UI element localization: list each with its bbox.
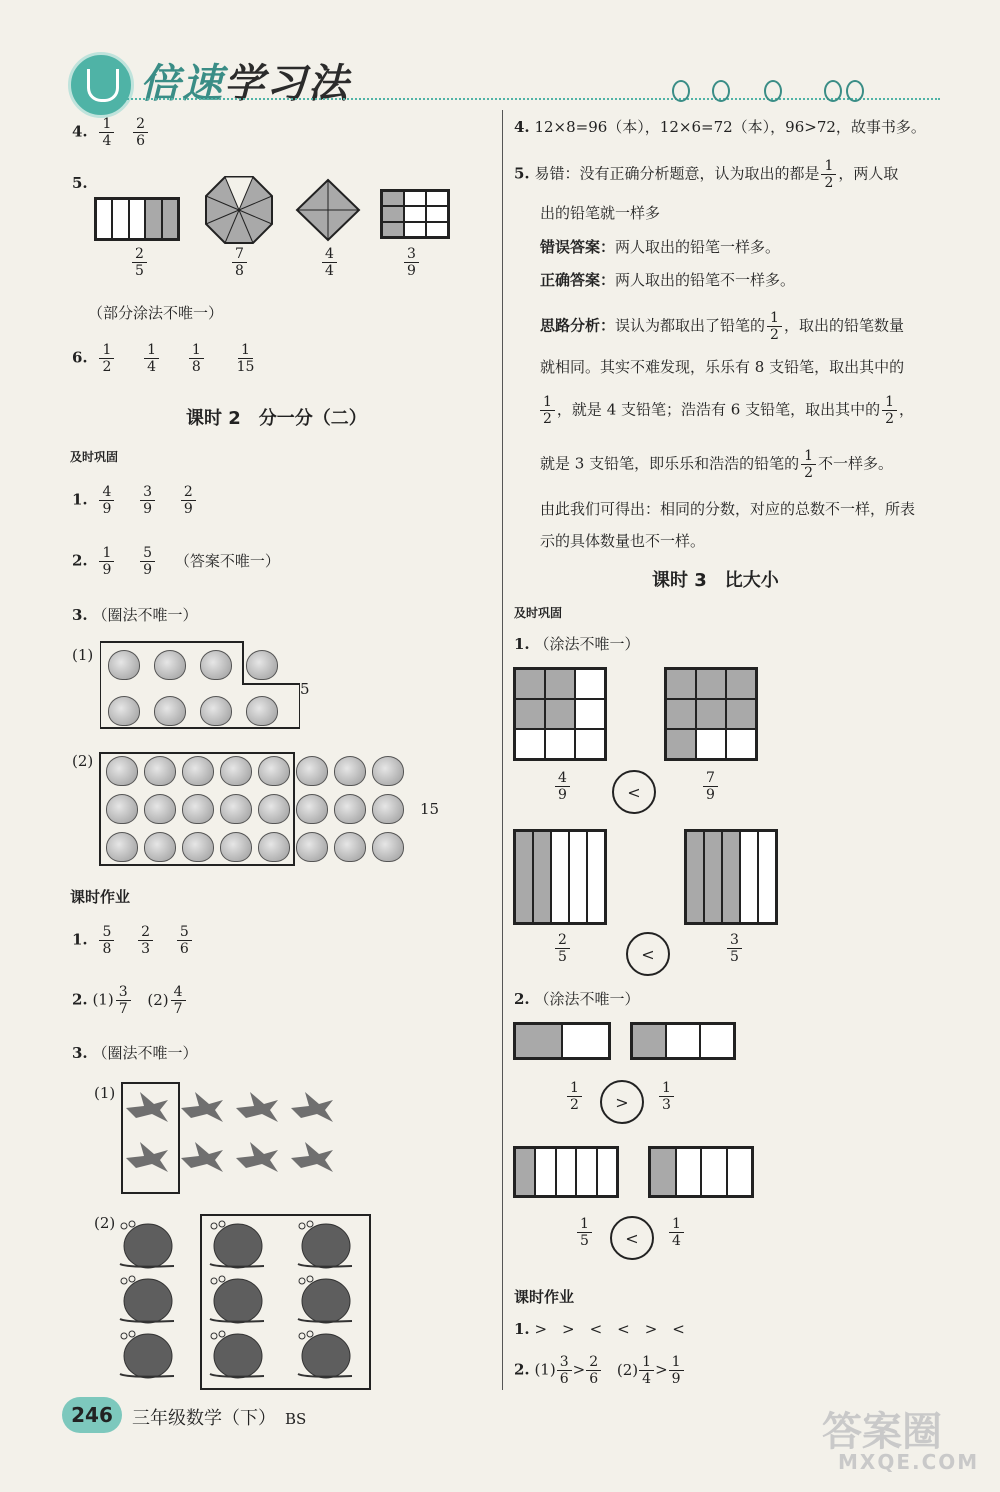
cmp1-left: $\frac{4}{9}$ <box>548 770 577 803</box>
cmp4-left: $\frac{1}{5}$ <box>570 1216 599 1249</box>
q4-right: 4. 12×8=96（本），12×6=72（本），96>72，故事书多。 <box>514 118 926 136</box>
h2-left: 2. (1) $\frac{3}{7}$ (2) $\frac{4}{7}$ <box>72 984 188 1017</box>
peach-icon <box>182 756 214 786</box>
compare-circle: < <box>626 932 670 976</box>
practice-label: 及时巩固 <box>70 450 119 464</box>
bar-1-5 <box>513 1146 619 1198</box>
h3-sub1-label: (1) <box>94 1084 116 1102</box>
q5-right-line1: 5. 易错：没有正确分析题意，认为取出的都是 $\frac{1}{2}$ ，两人取 <box>514 158 899 192</box>
analysis-line1: 思路分析：误认为都取出了铅笔的 $\frac{1}{2}$ ，取出的铅笔数量 <box>540 310 904 344</box>
peach-icon <box>372 832 404 862</box>
cmp2-right: $\frac{3}{5}$ <box>720 932 749 965</box>
q5-frac-d: $\frac{3}{9}$ <box>397 246 426 279</box>
peach-icon <box>182 794 214 824</box>
page-number-badge: 246 <box>62 1397 122 1433</box>
swirl-icon <box>824 80 842 102</box>
grid-4-9 <box>513 667 607 761</box>
swirl-icon <box>846 80 864 102</box>
peach-icon <box>246 650 278 680</box>
q5-frac-c: $\frac{4}{4}$ <box>315 246 344 279</box>
peach-icon <box>372 756 404 786</box>
swirl-icon <box>764 80 782 102</box>
peach-icon <box>200 650 232 680</box>
q5-note: （部分涂法不唯一） <box>88 304 224 322</box>
peach-icon <box>154 650 186 680</box>
grid-7-9 <box>664 667 758 761</box>
analysis-line3: $\frac{1}{2}$ ，就是 4 支铅笔；浩浩有 6 支铅笔，取出其中的 $\frac{1}{2}$ ， <box>538 394 914 427</box>
homework-label: 课时作业 <box>70 888 131 906</box>
practice-label-right: 及时巩固 <box>514 606 563 620</box>
peach-icon <box>108 696 140 726</box>
watermark-url: MXQE.COM <box>838 1450 980 1474</box>
analysis-line2: 就相同。其实不难发现，乐乐有 8 支铅笔，取出其中的 <box>540 358 905 376</box>
cmp3-left: $\frac{1}{2}$ <box>560 1080 589 1113</box>
p3-sub2-label: (2) <box>72 752 94 770</box>
peach-icon <box>296 832 328 862</box>
rh1: 1. > > < < > < <box>514 1320 685 1338</box>
peach-icon <box>106 794 138 824</box>
peach-icon <box>334 794 366 824</box>
compare-circle: > <box>600 1080 644 1124</box>
q5-frac-a: $\frac{2}{5}$ <box>125 246 154 279</box>
header-divider <box>120 98 940 100</box>
snail-group <box>118 1218 368 1382</box>
cmp3-right: $\frac{1}{3}$ <box>652 1080 681 1113</box>
peach-icon <box>220 832 252 862</box>
peach-icon <box>144 832 176 862</box>
peach-group-2 <box>106 756 410 862</box>
cmp1-right: $\frac{7}{9}$ <box>696 770 725 803</box>
bar-1-4 <box>648 1146 754 1198</box>
analysis-line4: 就是 3 支铅笔，即乐乐和浩浩的铅笔的 $\frac{1}{2}$ 不一样多。 <box>540 448 894 482</box>
p3-sub1-label: (1) <box>72 646 94 664</box>
rp1: 1. （涂法不唯一） <box>514 635 640 653</box>
peach-icon <box>200 696 232 726</box>
column-divider <box>502 110 503 1390</box>
footer-book: 三年级数学（下） BS <box>132 1408 307 1429</box>
peach-icon <box>296 756 328 786</box>
peach-icon <box>372 794 404 824</box>
peach-icon <box>182 832 214 862</box>
q6-left: 6. $\frac{1}{2}$ $\frac{1}{4}$ $\frac{1}{8}$ $\frac{1}{15}$ <box>72 342 255 376</box>
p3-ans1: 5 <box>300 680 310 698</box>
diamond-quarters <box>295 178 361 242</box>
lesson3-title: 课时 3 比大小 <box>652 570 779 591</box>
h3-sub2-label: (2) <box>94 1214 116 1232</box>
cmp2-left: $\frac{2}{5}$ <box>548 932 577 965</box>
peach-icon <box>246 696 278 726</box>
q5-right-line2: 出的铅笔就一样多 <box>540 204 661 222</box>
q5-left-num: 5. <box>72 174 88 192</box>
bar-3-5 <box>684 829 778 925</box>
rh2: 2. (1) $\frac{3}{6}$ > $\frac{2}{6}$ (2) $\frac{1}{4}$ > $\frac{1}{9}$ <box>514 1354 685 1387</box>
peach-icon <box>258 794 290 824</box>
peach-icon <box>334 756 366 786</box>
peach-icon <box>258 832 290 862</box>
brand-title: 倍速学习法 <box>140 61 350 107</box>
p2-left: 2. $\frac{1}{9}$ $\frac{5}{9}$ （答案不唯一） <box>72 545 280 579</box>
q5-frac-b: $\frac{7}{8}$ <box>225 246 254 279</box>
peach-icon <box>220 756 252 786</box>
h3-left: 3. （圈法不唯一） <box>72 1044 198 1062</box>
compare-circle: < <box>610 1216 654 1260</box>
p3-ans2: 15 <box>420 800 440 818</box>
fraction-bar-fifths <box>94 197 180 241</box>
peach-icon <box>220 794 252 824</box>
swirl-icon <box>712 80 730 102</box>
rp2: 2. （涂法不唯一） <box>514 990 640 1008</box>
swirl-icon <box>672 80 690 102</box>
p1-left: 1. $\frac{4}{9}$ $\frac{3}{9}$ $\frac{2}{9}$ <box>72 484 203 517</box>
peach-icon <box>154 696 186 726</box>
analysis-line6: 示的具体数量也不一样。 <box>540 532 706 550</box>
homework-label-right: 课时作业 <box>514 1288 575 1306</box>
peach-icon <box>108 650 140 680</box>
bar-2-5 <box>513 829 607 925</box>
peach-icon <box>144 794 176 824</box>
q4-left: 4. $\frac{1}{4}$ $\frac{2}{6}$ <box>72 116 155 149</box>
peach-icon <box>334 832 366 862</box>
brand-logo <box>68 52 134 118</box>
analysis-line5: 由此我们可得出：相同的分数，对应的总数不一样，所表 <box>540 500 916 518</box>
correct-answer: 正确答案：两人取出的铅笔不一样多。 <box>540 271 796 289</box>
peach-group-1 <box>108 650 298 726</box>
wrong-answer: 错误答案：两人取出的铅笔一样多。 <box>540 238 781 256</box>
h1-left: 1. $\frac{5}{8}$ $\frac{2}{3}$ $\frac{5}{6}$ <box>72 924 199 957</box>
bar-1-3 <box>630 1022 736 1060</box>
p3-left: 3. （圈法不唯一） <box>72 606 198 624</box>
bar-1-2 <box>513 1022 611 1060</box>
peach-icon <box>144 756 176 786</box>
cmp4-right: $\frac{1}{4}$ <box>662 1216 691 1249</box>
peach-icon <box>258 756 290 786</box>
peach-icon <box>106 832 138 862</box>
grid-ninths <box>380 189 450 239</box>
peach-icon <box>296 794 328 824</box>
peach-icon <box>106 756 138 786</box>
octagon-eighths <box>204 175 274 245</box>
watermark: 答案圈 <box>822 1409 942 1455</box>
bird-group <box>124 1088 344 1184</box>
compare-circle: < <box>612 770 656 814</box>
lesson2-title: 课时 2 分一分（二） <box>186 408 367 429</box>
